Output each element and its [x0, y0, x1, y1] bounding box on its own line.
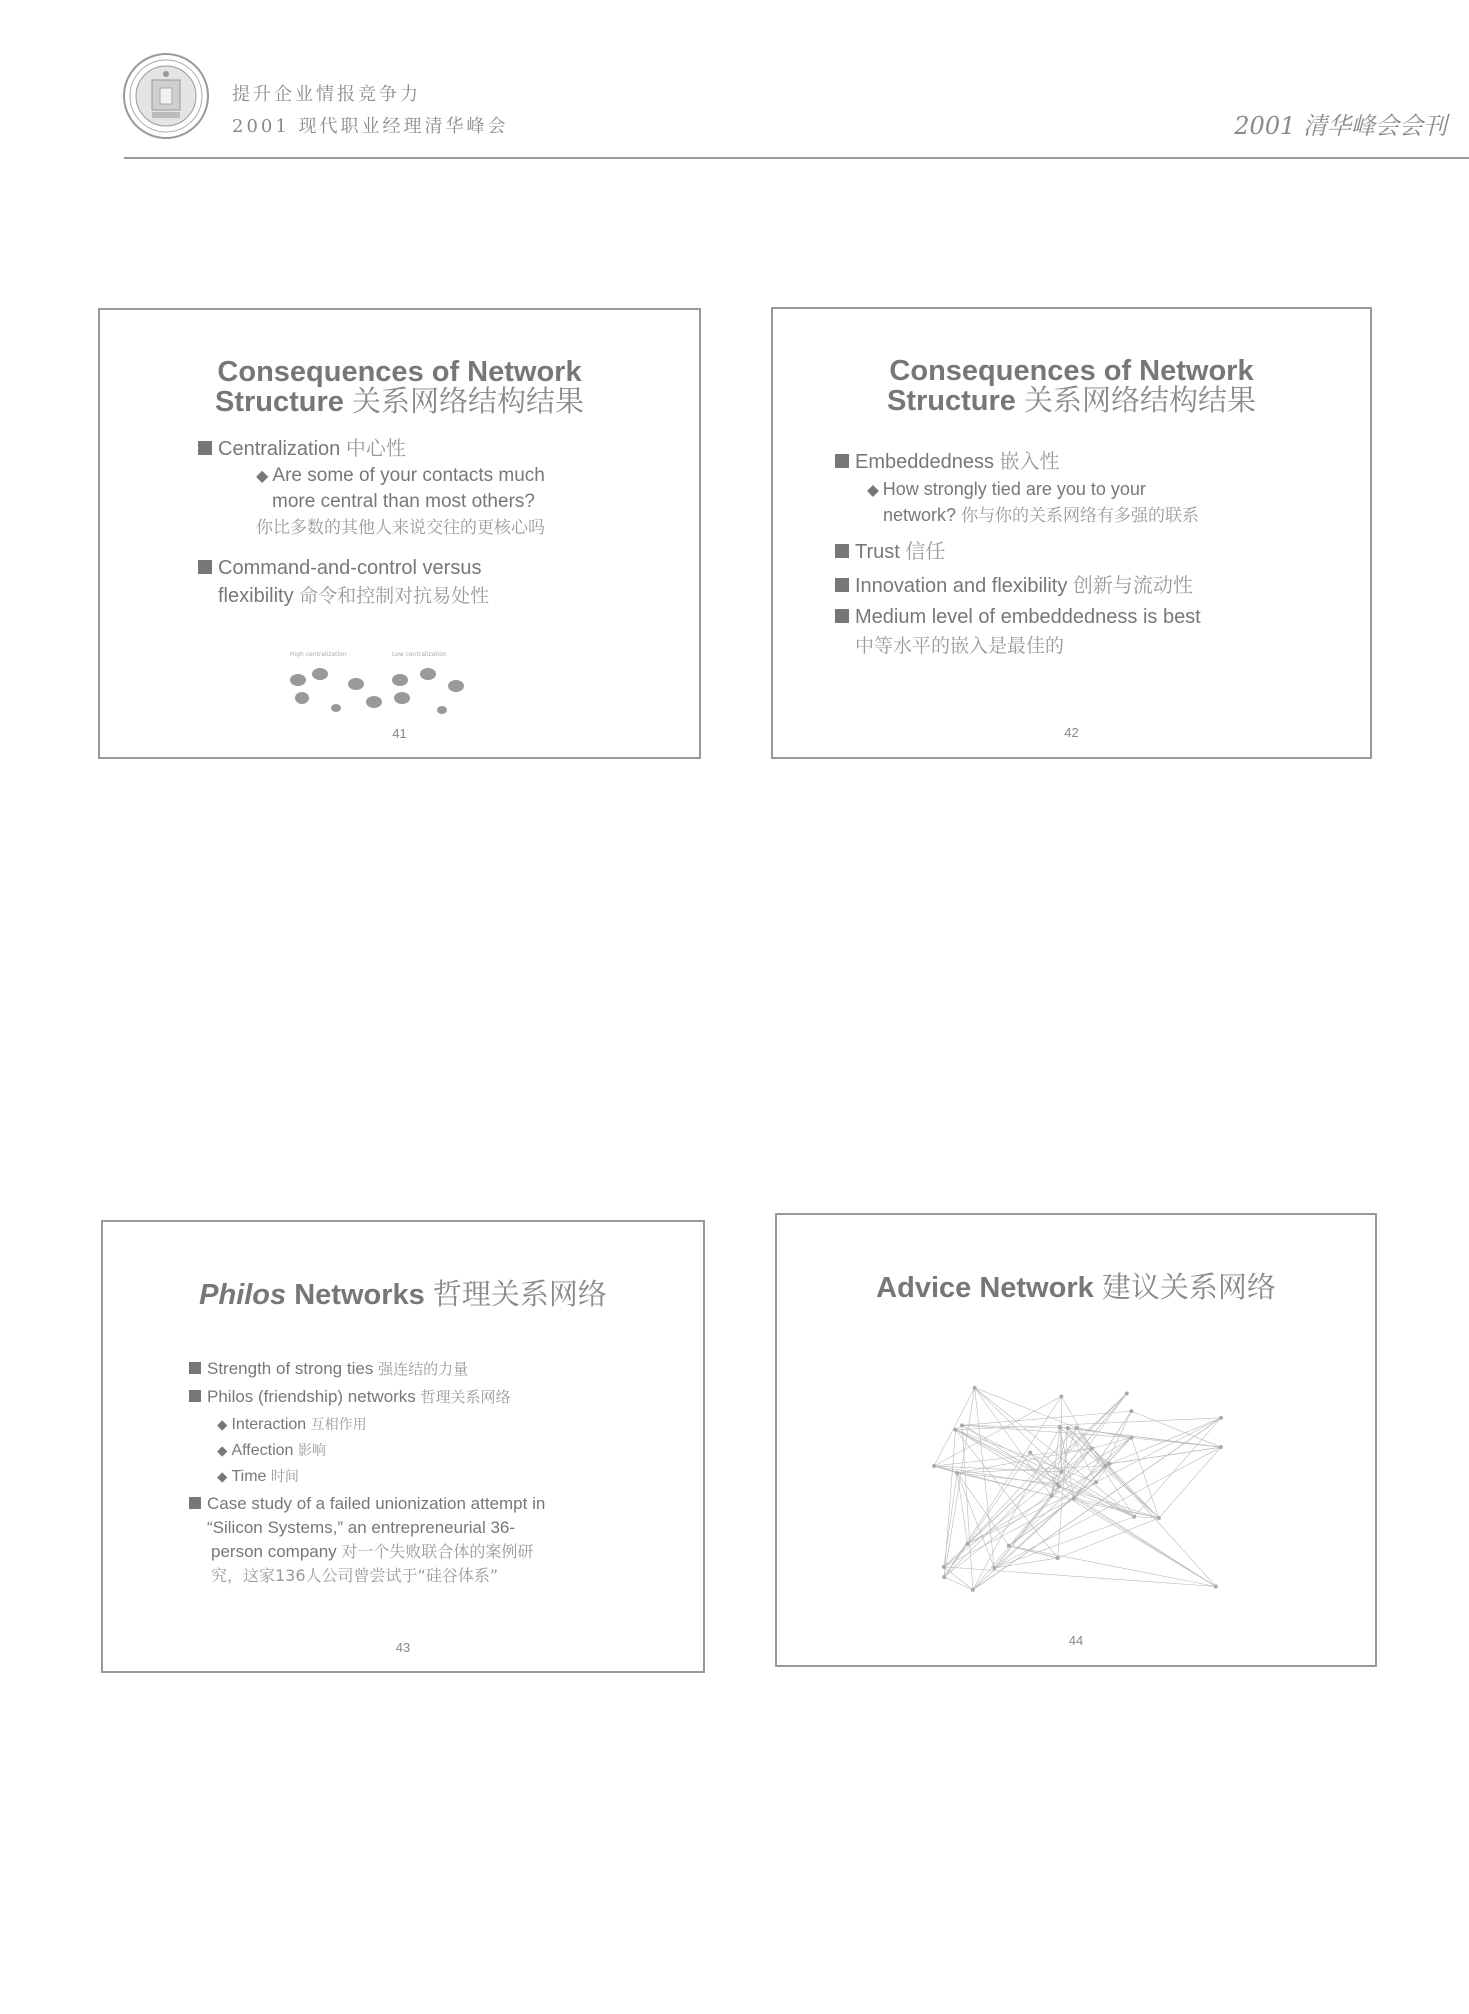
- bullet-interaction: ◆ Interaction 互相作用: [217, 1416, 367, 1433]
- network-node: [1129, 1436, 1133, 1440]
- slide-title: [773, 357, 1370, 416]
- bullet-philos-networks: Philos (friendship) networks 哲理关系网络: [189, 1386, 511, 1407]
- slide-title-en: Consequences of Network: [889, 355, 1254, 387]
- network-edge: [968, 1482, 1097, 1544]
- university-seal-icon: [122, 52, 210, 140]
- page-number: 44: [1068, 1633, 1084, 1648]
- diamond-bullet-icon: ◆: [867, 482, 879, 499]
- network-edge: [1131, 1438, 1158, 1518]
- bullet-trust: Trust 信任: [835, 535, 945, 564]
- centralization-diagram: [290, 650, 490, 714]
- network-edge: [1009, 1438, 1131, 1546]
- network-node: [973, 1386, 977, 1390]
- network-node: [966, 1542, 970, 1546]
- diamond-bullet-icon: ◆: [217, 1443, 228, 1458]
- page-number: 42: [1064, 725, 1079, 740]
- network-node: [955, 1471, 959, 1475]
- network-node: [1059, 1394, 1063, 1398]
- network-node: [1108, 1462, 1112, 1466]
- network-edge: [944, 1567, 1216, 1587]
- square-bullet-icon: [189, 1497, 201, 1509]
- network-edge: [944, 1394, 1127, 1567]
- network-node: [960, 1423, 964, 1427]
- network-edge: [975, 1388, 1062, 1472]
- slide-title: [777, 1270, 1375, 1304]
- network-node: [1058, 1425, 1062, 1429]
- network-edge: [1131, 1438, 1221, 1448]
- network-edge: [944, 1567, 973, 1590]
- network-node: [932, 1464, 936, 1468]
- slide-title-italic: Philos: [199, 1279, 287, 1311]
- network-edge: [944, 1448, 1092, 1566]
- slide-title-en-line2: Structure: [887, 385, 1016, 417]
- network-edge: [975, 1388, 1052, 1496]
- network-edge: [1074, 1498, 1216, 1586]
- header-divider: [124, 157, 1469, 159]
- slide-title: [100, 358, 699, 417]
- slide-title: [103, 1277, 703, 1311]
- network-node: [1007, 1544, 1011, 1548]
- bullet-innovation: Innovation and flexibility 创新与流动性: [835, 569, 1193, 598]
- square-bullet-icon: [189, 1390, 201, 1402]
- network-node: [1028, 1451, 1032, 1455]
- network-node: [1059, 1470, 1063, 1474]
- bullet-embeddedness: Embeddedness 嵌入性: [835, 445, 1060, 474]
- diamond-bullet-icon: ◆: [256, 467, 269, 485]
- network-edge: [1110, 1447, 1221, 1464]
- square-bullet-icon: [835, 578, 849, 592]
- network-node: [1066, 1426, 1070, 1430]
- network-node: [1125, 1392, 1129, 1396]
- bullet-case-study: Case study of a failed unionization attempt in “Silicon Systems,” an entrepreneurial 36- person company 对一个失败联合体的案例研 究，这家136人公司曾尝试于“硅谷体系”: [189, 1492, 545, 1588]
- header-title: 提升企业情报竞争力: [232, 84, 421, 105]
- network-edge: [1058, 1428, 1068, 1558]
- network-node: [1049, 1494, 1053, 1498]
- slide-title-en: Consequences of Network: [217, 356, 582, 388]
- network-edge: [957, 1473, 994, 1568]
- slide-title-cn: 关系网络结构结果: [1023, 383, 1256, 417]
- network-node: [1103, 1464, 1107, 1468]
- network-node: [1094, 1480, 1098, 1484]
- bullet-contacts-central: ◆ Are some of your contacts much more central than most others? 你比多数的其他人来说交往的更核心吗: [256, 465, 545, 538]
- slide-42: [771, 307, 1372, 759]
- diamond-bullet-icon: ◆: [217, 1469, 228, 1484]
- network-node: [942, 1565, 946, 1569]
- slide-title-cn: 关系网络结构结果: [351, 384, 584, 418]
- advice-network-diagram: [907, 1365, 1247, 1605]
- network-node: [971, 1588, 975, 1592]
- network-node: [1132, 1515, 1136, 1519]
- page-number: 43: [395, 1640, 411, 1655]
- network-edge: [1134, 1418, 1221, 1517]
- network-edge: [944, 1577, 973, 1590]
- network-node: [953, 1428, 957, 1432]
- network-edge: [1059, 1486, 1216, 1586]
- network-node: [1055, 1482, 1059, 1486]
- legend-high-centralization: High centralization: [290, 651, 347, 658]
- network-node: [1075, 1426, 1079, 1430]
- network-edge: [1068, 1428, 1110, 1464]
- network-node: [1157, 1516, 1161, 1520]
- page-header: [0, 0, 1469, 160]
- network-edge: [973, 1427, 1060, 1590]
- bullet-strong-ties: Strength of strong ties 强连结的力量: [189, 1358, 468, 1379]
- network-edge: [944, 1430, 955, 1577]
- network-node: [1129, 1409, 1133, 1413]
- network-node: [1214, 1584, 1218, 1588]
- square-bullet-icon: [835, 454, 849, 468]
- bullet-tied: ◆ How strongly tied are you to your network? 你与你的关系网络有多强的联系: [867, 479, 1200, 526]
- slide-title-en-line2: Structure: [215, 386, 344, 418]
- bullet-command-control: Command-and-control versus flexibility 命令和控制对抗易处性: [198, 554, 489, 610]
- square-bullet-icon: [189, 1362, 201, 1374]
- slide-41: [98, 308, 701, 759]
- legend-low-centralization: Low centralization: [392, 651, 447, 658]
- network-node: [1056, 1556, 1060, 1560]
- slide-title-en: Networks: [294, 1279, 425, 1311]
- square-bullet-icon: [835, 609, 849, 623]
- network-node: [1072, 1496, 1076, 1500]
- bullet-medium-level: Medium level of embeddedness is best 中等水平的嵌入是最佳的: [835, 603, 1201, 661]
- bullet-time: ◆ Time 时间: [217, 1468, 299, 1485]
- network-edge: [962, 1425, 1134, 1516]
- square-bullet-icon: [835, 544, 849, 558]
- header-subtitle: 2001 现代职业经理清华峰会: [232, 116, 509, 137]
- slide-title-en: Advice Network: [876, 1272, 1094, 1304]
- header-publication: 2001 清华峰会会刊: [1234, 112, 1447, 140]
- diamond-bullet-icon: ◆: [217, 1417, 228, 1432]
- slide-44: [775, 1213, 1377, 1667]
- slide-43: [101, 1220, 705, 1673]
- network-edge: [1159, 1447, 1221, 1518]
- bullet-affection: ◆ Affection 影响: [217, 1442, 326, 1459]
- bullet-centralization: Centralization 中心性: [198, 432, 406, 461]
- network-edge: [944, 1394, 1127, 1578]
- network-node: [942, 1575, 946, 1579]
- network-edge: [1105, 1418, 1221, 1466]
- network-edge: [955, 1430, 1057, 1484]
- slide-title-cn: 哲理关系网络: [432, 1277, 607, 1311]
- slide-title-cn: 建议关系网络: [1101, 1270, 1276, 1304]
- square-bullet-icon: [198, 441, 212, 455]
- square-bullet-icon: [198, 560, 212, 574]
- network-edge: [1058, 1518, 1159, 1558]
- network-node: [1090, 1446, 1094, 1450]
- network-node: [1219, 1445, 1223, 1449]
- network-node: [1219, 1416, 1223, 1420]
- page-number: 41: [392, 726, 407, 741]
- network-node: [992, 1566, 996, 1570]
